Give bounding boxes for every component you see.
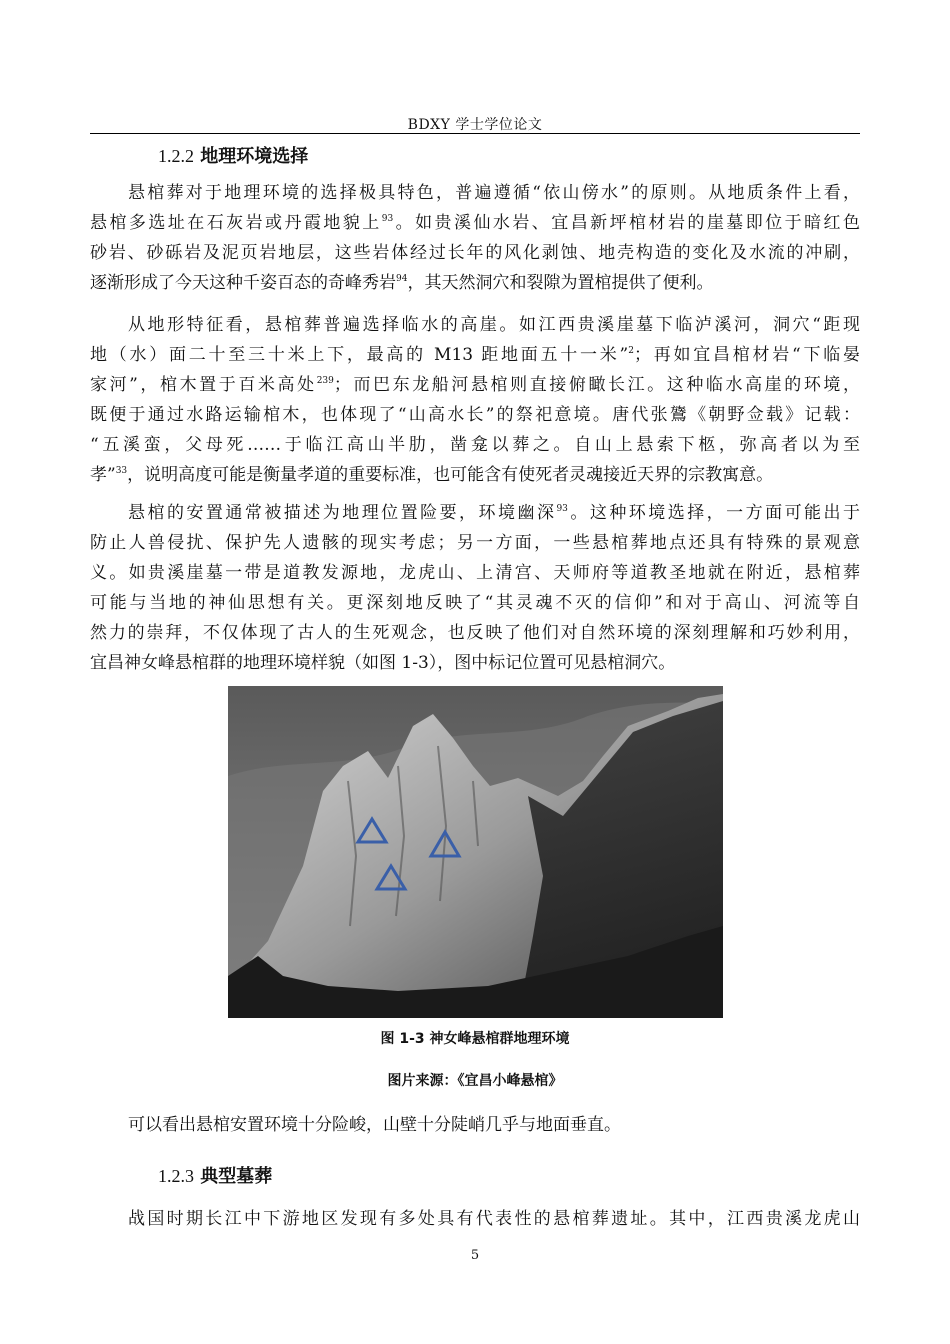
figure-source: 图片来源：《宜昌小峰悬棺》 bbox=[387, 1073, 563, 1089]
text-line: 战国时期长江中下游地区发现有多处具有代表性的悬棺葬遗址。其中，江西贵溪龙虎山 bbox=[128, 1209, 860, 1229]
text-line: 义。如贵溪崖墓一带是道教发源地，龙虎山、上清宫、天师府等道教圣地就在附近，悬棺葬 bbox=[90, 563, 860, 583]
section-heading-1-2-2 bbox=[158, 142, 308, 168]
citation-ref: 93 bbox=[381, 214, 394, 224]
cliff-photo-illustration bbox=[228, 686, 723, 1018]
text-line: “五溪蛮，父母死……于临江高山半肋，凿龛以葬之。自山上悬索下柩，弥高者以为至 bbox=[90, 435, 860, 455]
text-line: 悬棺葬对于地理环境的选择极具特色，普遍遵循“依山傍水”的原则。从地质条件上看， bbox=[128, 183, 860, 203]
citation-ref: 93 bbox=[556, 504, 568, 514]
section-number: 1.2.2 bbox=[158, 146, 194, 166]
figure-caption: 图 1-3 神女峰悬棺群地理环境 bbox=[380, 1031, 570, 1047]
paragraph-conclusion bbox=[90, 1110, 860, 1140]
paragraph-typical-tombs bbox=[90, 1204, 860, 1234]
text-line: 宜昌神女峰悬棺群的地理环境样貌（如图 1-3），图中标记位置可见悬棺洞穴。 bbox=[90, 653, 676, 673]
section-title: 典型墓葬 bbox=[200, 1166, 273, 1187]
paragraph-terrain bbox=[90, 310, 860, 490]
section-title: 地理环境选择 bbox=[200, 146, 309, 167]
section-number: 1.2.3 bbox=[158, 1166, 194, 1186]
text-line: 孝”$^{33}$，说明高度可能是衡量孝道的重要标准，也可能含有使死者灵魂接近天界的宗教寓意。 bbox=[90, 465, 774, 485]
paragraph-environment bbox=[90, 498, 860, 678]
text-line: 可以看出悬棺安置环境十分险峻，山壁十分陡峭几乎与地面垂直。 bbox=[128, 1115, 621, 1135]
citation-ref: 33 bbox=[115, 466, 128, 476]
header-rule bbox=[90, 133, 860, 134]
text-line: 砂岩、砂砾岩及泥页岩地层，这些岩体经过长年的风化剥蚀、地壳构造的变化及水流的冲刷， bbox=[90, 243, 860, 263]
section-heading-1-2-3 bbox=[158, 1162, 272, 1188]
text-line: 可能与当地的神仙思想有关。更深刻地反映了“其灵魂不灭的信仰”和对于高山、河流等自 bbox=[90, 593, 860, 613]
page-number: 5 bbox=[470, 1248, 480, 1263]
text-line: 从地形特征看，悬棺葬普遍选择临水的高崖。如江西贵溪崖墓下临泸溪河，洞穴“距现 bbox=[128, 315, 860, 335]
text-line: 然力的崇拜，不仅体现了古人的生死观念，也反映了他们对自然环境的深刻理解和巧妙利用， bbox=[90, 623, 860, 643]
text-line: 悬棺多选址在石灰岩或丹霞地貌上$^{93}$。如贵溪仙水岩、宜昌新坪棺材岩的崖墓即位于暗红色 bbox=[90, 213, 861, 233]
text-line: 悬棺的安置通常被描述为地理位置险要，环境幽深$^{93}$。这种环境选择，一方面可能出于 bbox=[128, 503, 861, 523]
paragraph-geology bbox=[90, 178, 860, 298]
cliff-photo bbox=[228, 686, 723, 1018]
citation-ref: 2 bbox=[628, 346, 634, 356]
running-header: BDXY 学士学位论文 bbox=[407, 117, 543, 133]
text-line: 逐渐形成了今天这种千姿百态的奇峰秀岩$^{94}$，其天然洞穴和裂隙为置棺提供了便利。 bbox=[90, 273, 714, 293]
text-line: 既便于通过水路运输棺木，也体现了“山高水长”的祭祀意境。唐代张鷟《朝野佥载》记载： bbox=[90, 405, 860, 425]
text-line: 家河”，棺木置于百米高处$^{239}$；而巴东龙船河悬棺则直接俯瞰长江。这种临水高崖的环境， bbox=[90, 375, 861, 395]
citation-ref: 94 bbox=[396, 274, 408, 284]
text-line: 防止人兽侵扰、保护先人遗骸的现实考虑；另一方面，一些悬棺葬地点还具有特殊的景观意 bbox=[90, 533, 860, 553]
text-line: 地（水）面二十至三十米上下，最高的 M13 距地面五十一米”$^2$；再如宜昌棺材岩“下临晏 bbox=[90, 345, 860, 365]
citation-ref: 239 bbox=[316, 376, 334, 386]
